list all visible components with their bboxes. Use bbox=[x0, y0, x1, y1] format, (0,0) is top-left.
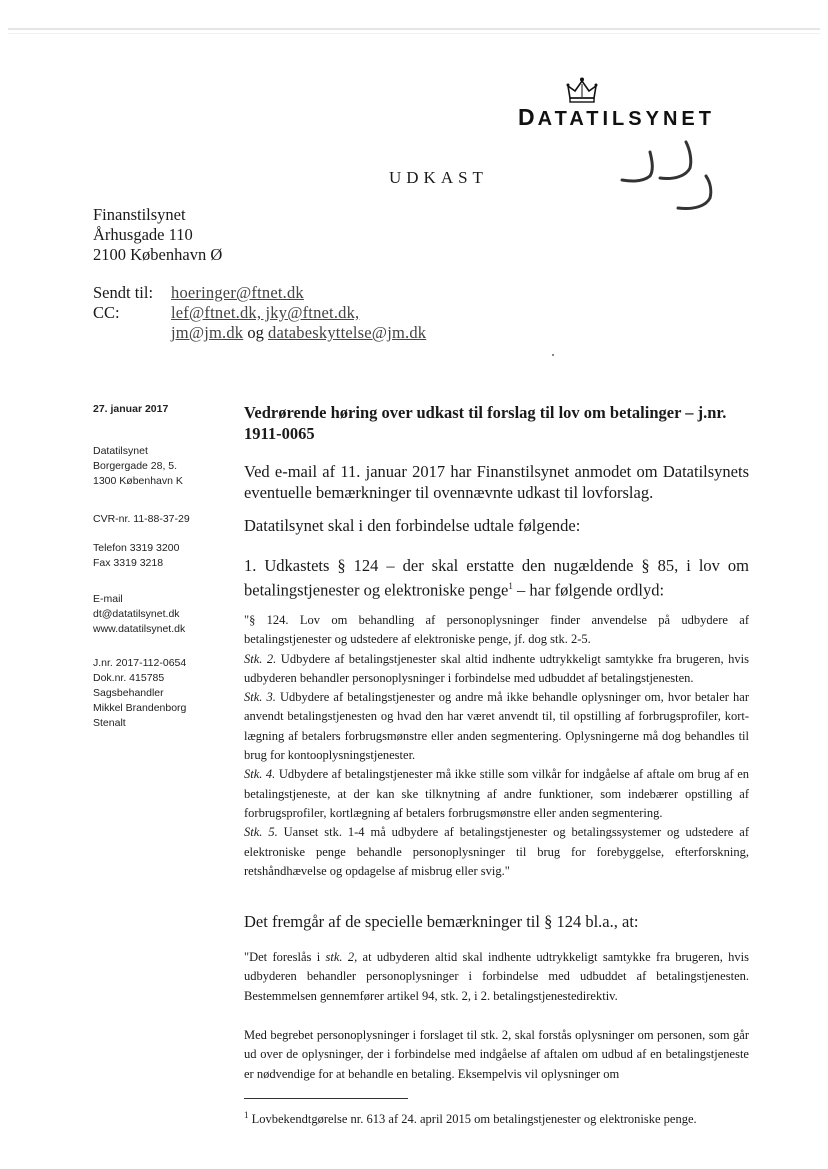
case-info bbox=[93, 656, 186, 731]
cc-link-line1[interactable]: lef@ftnet.dk, jky@ftnet.dk, bbox=[171, 303, 360, 322]
quote-text: Udbydere af betalingstjenester skal altid indhente udtrykkeligt samtykke fra brugeren, hvis udbyderen behandler personoplysninger i forbindelse med udbuddet af betalingstjenesten. bbox=[244, 651, 749, 685]
section-text: 1. Udkastets § 124 – der skal erstatte den nugældende § 85, i lov om betalingstjenester og elektroniske penge bbox=[244, 556, 749, 600]
cvr-number: CVR-nr. 11-88-37-29 bbox=[93, 513, 190, 525]
sent-to-label: Sendt til: bbox=[93, 283, 154, 302]
contact-phone bbox=[93, 541, 179, 571]
stk-label: Stk. 3. bbox=[244, 690, 276, 705]
quote-para-1: "§ 124. Lov om behandling af personoplysninger finder anvendelse på udbydere af betalingstjenester og udstedere af elektroniske penge, jf. dog stk. 2-5. bbox=[244, 613, 749, 647]
cc-link-jm[interactable]: jm@jm.dk bbox=[171, 323, 244, 342]
quote-text: Uanset stk. 1-4 må udbydere af betalingstjenester og betalingssystemer og udstedere af elektroniske penge behandle personoplysninger til brug for forebyggelse, efterforskning, retshåndhævelse og opdagelse af misbrug eller svig." bbox=[244, 825, 749, 878]
handler-label: Sagsbehandler bbox=[93, 687, 164, 699]
remarks-paragraph: Det fremgår af de specielle bemærkninger til § 124 bl.a., at: bbox=[244, 912, 639, 931]
quote-para-2 bbox=[244, 650, 749, 689]
email-label: E-mail bbox=[93, 593, 123, 605]
sender-city: 1300 København K bbox=[93, 475, 183, 487]
footnote-text: Lovbekendtgørelse nr. 613 af 24. april 2015 om betalingstjenester og elektroniske penge. bbox=[248, 1112, 697, 1127]
letter-date: 27. januar 2017 bbox=[93, 403, 169, 415]
brand-wordmark bbox=[518, 104, 715, 131]
recipient-name: Finanstilsynet bbox=[93, 205, 186, 224]
crown-icon bbox=[564, 76, 600, 104]
scan-speck bbox=[552, 354, 554, 356]
footnote-ref: 1 bbox=[508, 581, 513, 591]
draft-stamp: UDKAST bbox=[389, 168, 488, 187]
footnote-number: 1 bbox=[244, 1110, 249, 1120]
brand-rest: ATATILSYNET bbox=[537, 108, 715, 130]
website[interactable]: www.datatilsynet.dk bbox=[93, 623, 186, 635]
recipient-street: Århusgade 110 bbox=[93, 225, 193, 244]
sent-to-link[interactable]: hoeringer@ftnet.dk bbox=[171, 283, 304, 302]
recipient-address bbox=[93, 205, 222, 265]
quote-text: at udbyderen altid skal indhente udtrykkeligt samtykke fra brugeren, hvis udbyderen behandler personoplysninger i forbindelse med udbuddet af betalingstjenesten. Bestemmelsen gennemfører artikel 94, stk. 2, i 2. betalingstjenestedirektiv. bbox=[244, 950, 749, 1003]
quote-para-4 bbox=[244, 765, 749, 823]
quote-text: Udbydere af betalingstjenester må ikke stille som vilkår for indgåelse af aftale om brug af en betalingstjeneste, at der kan ske tilknytning af andre funktioner, som indebærer opstilling af forbrugsprofiler, kortlægning af betalers forbrugsmønstre eller anden segmentering. bbox=[244, 767, 749, 820]
sent-block bbox=[93, 283, 426, 343]
intro-paragraph: Ved e-mail af 11. januar 2017 har Finanstilsynet anmodet om Datatilsynets eventuelle bemærkninger til ovennævnte udkast til lovforslag. bbox=[244, 462, 749, 502]
handwritten-initials bbox=[614, 136, 724, 216]
cc-link-databeskyttelse[interactable]: databeskyttelse@jm.dk bbox=[268, 323, 427, 342]
sender-street: Borgergade 28, 5. bbox=[93, 460, 178, 472]
section-text-end: – har følgende ordlyd: bbox=[512, 580, 665, 600]
handler-name-cont: Stenalt bbox=[93, 717, 126, 729]
phone: Telefon 3319 3200 bbox=[93, 542, 180, 554]
stk-label: Stk. 2. bbox=[244, 651, 277, 666]
footnote bbox=[244, 1110, 697, 1127]
stk-label: stk. 2, bbox=[325, 950, 358, 964]
recipient-city: 2100 København Ø bbox=[93, 245, 223, 264]
contact-web bbox=[93, 592, 185, 637]
cc-label: CC: bbox=[93, 303, 120, 322]
statement-paragraph: Datatilsynet skal i den forbindelse udtale følgende: bbox=[244, 516, 581, 535]
definition-paragraph: Med begrebet personoplysninger i forslaget til stk. 2, skal forstås oplysninger om personen, som går ud over de oplysninger, der i forbindelse med indgåelse af aftalen om udbud af en betalingstjeneste er nødvendige for at behandle en betaling. Eksempelvis vil oplysninger om bbox=[244, 1028, 749, 1081]
law-quote bbox=[244, 611, 749, 881]
fax: Fax 3319 3218 bbox=[93, 557, 164, 569]
stk-label: Stk. 4. bbox=[244, 767, 276, 782]
remarks-quote bbox=[244, 948, 749, 1006]
scan-artifact bbox=[8, 28, 820, 30]
email-value[interactable]: dt@datatilsynet.dk bbox=[93, 608, 180, 620]
stk-label: Stk. 5. bbox=[244, 825, 278, 840]
handler-name: Mikkel Brandenborg bbox=[93, 702, 187, 714]
quote-para-5 bbox=[244, 823, 749, 881]
quote-text: Udbydere af betalingstjenester og andre må ikke behandle oplysninger om, hvor betaler har anvendt betalingstjenesten og hvad den har været anvendt til, til opstilling af forbrugsprofiler, kort-lægning af betalers forbrugsmønstre eller anden segmentering. Oplysningerne må dog behandles til brug for kontooplysningstjenester. bbox=[244, 690, 749, 763]
letter-subject: Vedrørende høring over udkast til forslag til lov om betalinger – j.nr. 1911-0065 bbox=[244, 403, 727, 443]
cc-og: og bbox=[243, 323, 269, 342]
sender-org: Datatilsynet bbox=[93, 445, 148, 457]
scan-artifact bbox=[8, 33, 820, 34]
journal-number: J.nr. 2017-112-0654 bbox=[93, 657, 187, 669]
sender-address bbox=[93, 444, 183, 489]
document-number: Dok.nr. 415785 bbox=[93, 672, 165, 684]
quote-para-3 bbox=[244, 688, 749, 765]
footnote-divider bbox=[244, 1098, 408, 1099]
quote-text: "Det foreslås i bbox=[244, 950, 326, 964]
brand-first-letter: D bbox=[518, 104, 538, 130]
section-paragraph bbox=[244, 555, 749, 601]
